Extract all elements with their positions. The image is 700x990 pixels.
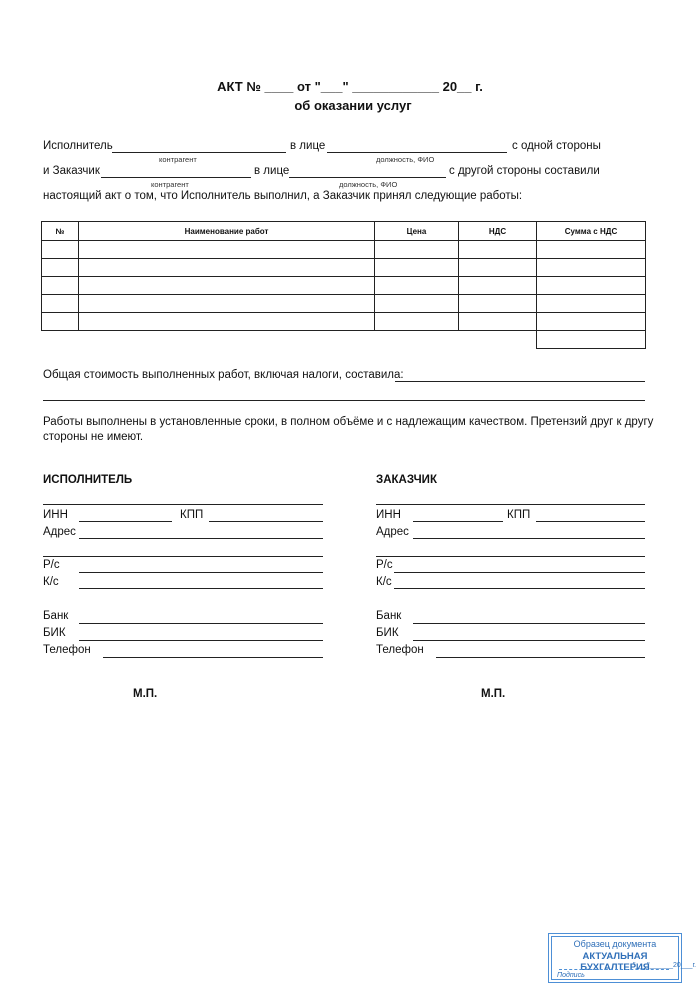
one-side-label: с одной стороны xyxy=(512,140,601,152)
stamp-caption: Образец документа xyxy=(573,939,657,949)
executor-inn-field[interactable] xyxy=(79,521,172,522)
executor-address-label: Адрес xyxy=(43,526,76,538)
table-cell[interactable] xyxy=(79,295,375,313)
executor-kpp-field[interactable] xyxy=(209,521,323,522)
total-cost-words-field[interactable] xyxy=(43,400,645,401)
executor-representative-field[interactable] xyxy=(327,152,507,153)
customer-phone-field[interactable] xyxy=(436,657,645,658)
col-total-header: Сумма с НДС xyxy=(537,222,646,241)
executor-heading: ИСПОЛНИТЕЛЬ xyxy=(43,474,133,486)
position-hint: должность, ФИО xyxy=(339,180,398,189)
executor-name-field[interactable] xyxy=(112,152,286,153)
statement-text: настоящий акт о том, что Исполнитель выполнил, а Заказчик принял следующие работы: xyxy=(43,190,523,202)
executor-kpp-label: КПП xyxy=(180,509,204,521)
executor-bank-field[interactable] xyxy=(79,623,323,624)
table-cell[interactable] xyxy=(537,241,646,259)
stamp-signature-line xyxy=(559,969,669,970)
executor-ks-label: К/с xyxy=(43,576,59,588)
col-number-header: № xyxy=(42,222,79,241)
executor-phone-label: Телефон xyxy=(43,644,91,656)
table-cell[interactable] xyxy=(42,295,79,313)
executor-address-field[interactable] xyxy=(79,538,323,539)
col-price-header: Цена xyxy=(375,222,459,241)
executor-address-field-2[interactable] xyxy=(43,556,323,557)
document-title: АКТ № ____ от "___" ____________ 20__ г. xyxy=(217,79,483,94)
table-cell[interactable] xyxy=(79,241,375,259)
completion-statement-line2: стороны не имеют. xyxy=(43,431,144,443)
customer-ks-field[interactable] xyxy=(394,588,645,589)
total-cost-label: Общая стоимость выполненных работ, включая налоги, составила: xyxy=(43,369,404,381)
position-hint: должность, ФИО xyxy=(376,155,435,164)
table-row xyxy=(42,277,646,295)
customer-ks-label: К/с xyxy=(376,576,392,588)
table-cell[interactable] xyxy=(459,259,537,277)
total-sum-cell[interactable] xyxy=(537,331,646,349)
executor-inn-label: ИНН xyxy=(43,509,68,521)
table-row xyxy=(42,313,646,331)
customer-name-field[interactable] xyxy=(101,177,251,178)
table-cell[interactable] xyxy=(42,259,79,277)
table-total-row xyxy=(42,331,646,349)
completion-statement-line1: Работы выполнены в установленные сроки, в полном объёме и с надлежащим качеством. Претензий друг к другу xyxy=(43,416,654,428)
in-person-label: в лице xyxy=(290,140,326,152)
customer-kpp-label: КПП xyxy=(507,509,531,521)
customer-inn-field[interactable] xyxy=(413,521,503,522)
table-row xyxy=(42,241,646,259)
executor-label: Исполнитель xyxy=(43,140,113,152)
counterparty-hint: контрагент xyxy=(151,180,189,189)
table-cell[interactable] xyxy=(459,295,537,313)
customer-representative-field[interactable] xyxy=(289,177,446,178)
executor-phone-field[interactable] xyxy=(103,657,323,658)
table-cell[interactable] xyxy=(79,313,375,331)
executor-rs-label: Р/с xyxy=(43,559,60,571)
table-cell[interactable] xyxy=(79,259,375,277)
other-side-label: с другой стороны составили xyxy=(449,165,600,177)
customer-bik-field[interactable] xyxy=(413,640,645,641)
works-table xyxy=(41,221,646,349)
customer-seal-label: М.П. xyxy=(481,688,506,700)
table-cell[interactable] xyxy=(537,313,646,331)
customer-address-label: Адрес xyxy=(376,526,409,538)
table-cell[interactable] xyxy=(375,295,459,313)
executor-bik-label: БИК xyxy=(43,627,66,639)
customer-address-field-2[interactable] xyxy=(376,556,645,557)
customer-name-line[interactable] xyxy=(376,504,645,505)
table-header-row xyxy=(42,222,646,241)
executor-seal-label: М.П. xyxy=(133,688,158,700)
table-cell[interactable] xyxy=(537,295,646,313)
document-subtitle: об оказании услуг xyxy=(294,98,412,113)
col-name-header: Наименование работ xyxy=(79,222,375,241)
customer-kpp-field[interactable] xyxy=(536,521,645,522)
table-cell[interactable] xyxy=(459,313,537,331)
table-cell[interactable] xyxy=(537,277,646,295)
in-person-label: в лице xyxy=(254,165,290,177)
table-row xyxy=(42,259,646,277)
table-cell[interactable] xyxy=(459,241,537,259)
customer-address-field[interactable] xyxy=(413,538,645,539)
table-cell[interactable] xyxy=(537,259,646,277)
customer-inn-label: ИНН xyxy=(376,509,401,521)
customer-rs-field[interactable] xyxy=(394,572,645,573)
stamp-signature: Подпись xyxy=(557,972,585,979)
executor-bank-label: Банк xyxy=(43,610,69,622)
executor-name-line[interactable] xyxy=(43,504,323,505)
table-cell[interactable] xyxy=(42,313,79,331)
executor-rs-field[interactable] xyxy=(79,572,323,573)
executor-ks-field[interactable] xyxy=(79,588,323,589)
table-cell[interactable] xyxy=(375,313,459,331)
table-cell[interactable] xyxy=(375,277,459,295)
executor-bik-field[interactable] xyxy=(79,640,323,641)
table-cell[interactable] xyxy=(459,277,537,295)
stamp-date: "___"______20___г. xyxy=(633,962,697,969)
customer-rs-label: Р/с xyxy=(376,559,393,571)
sample-stamp xyxy=(548,933,697,983)
customer-bik-label: БИК xyxy=(376,627,399,639)
customer-heading: ЗАКАЗЧИК xyxy=(376,474,437,486)
total-cost-field[interactable] xyxy=(395,381,645,382)
table-cell[interactable] xyxy=(375,241,459,259)
table-cell[interactable] xyxy=(79,277,375,295)
table-cell[interactable] xyxy=(42,241,79,259)
customer-bank-label: Банк xyxy=(376,610,402,622)
customer-label: и Заказчик xyxy=(43,165,100,177)
customer-phone-label: Телефон xyxy=(376,644,424,656)
col-vat-header: НДС xyxy=(459,222,537,241)
table-row xyxy=(42,295,646,313)
table-cell[interactable] xyxy=(42,277,79,295)
counterparty-hint: контрагент xyxy=(159,155,197,164)
customer-bank-field[interactable] xyxy=(413,623,645,624)
table-cell[interactable] xyxy=(375,259,459,277)
stamp-brand: АКТУАЛЬНАЯ БУХГАЛТЕРИЯ xyxy=(580,951,650,973)
